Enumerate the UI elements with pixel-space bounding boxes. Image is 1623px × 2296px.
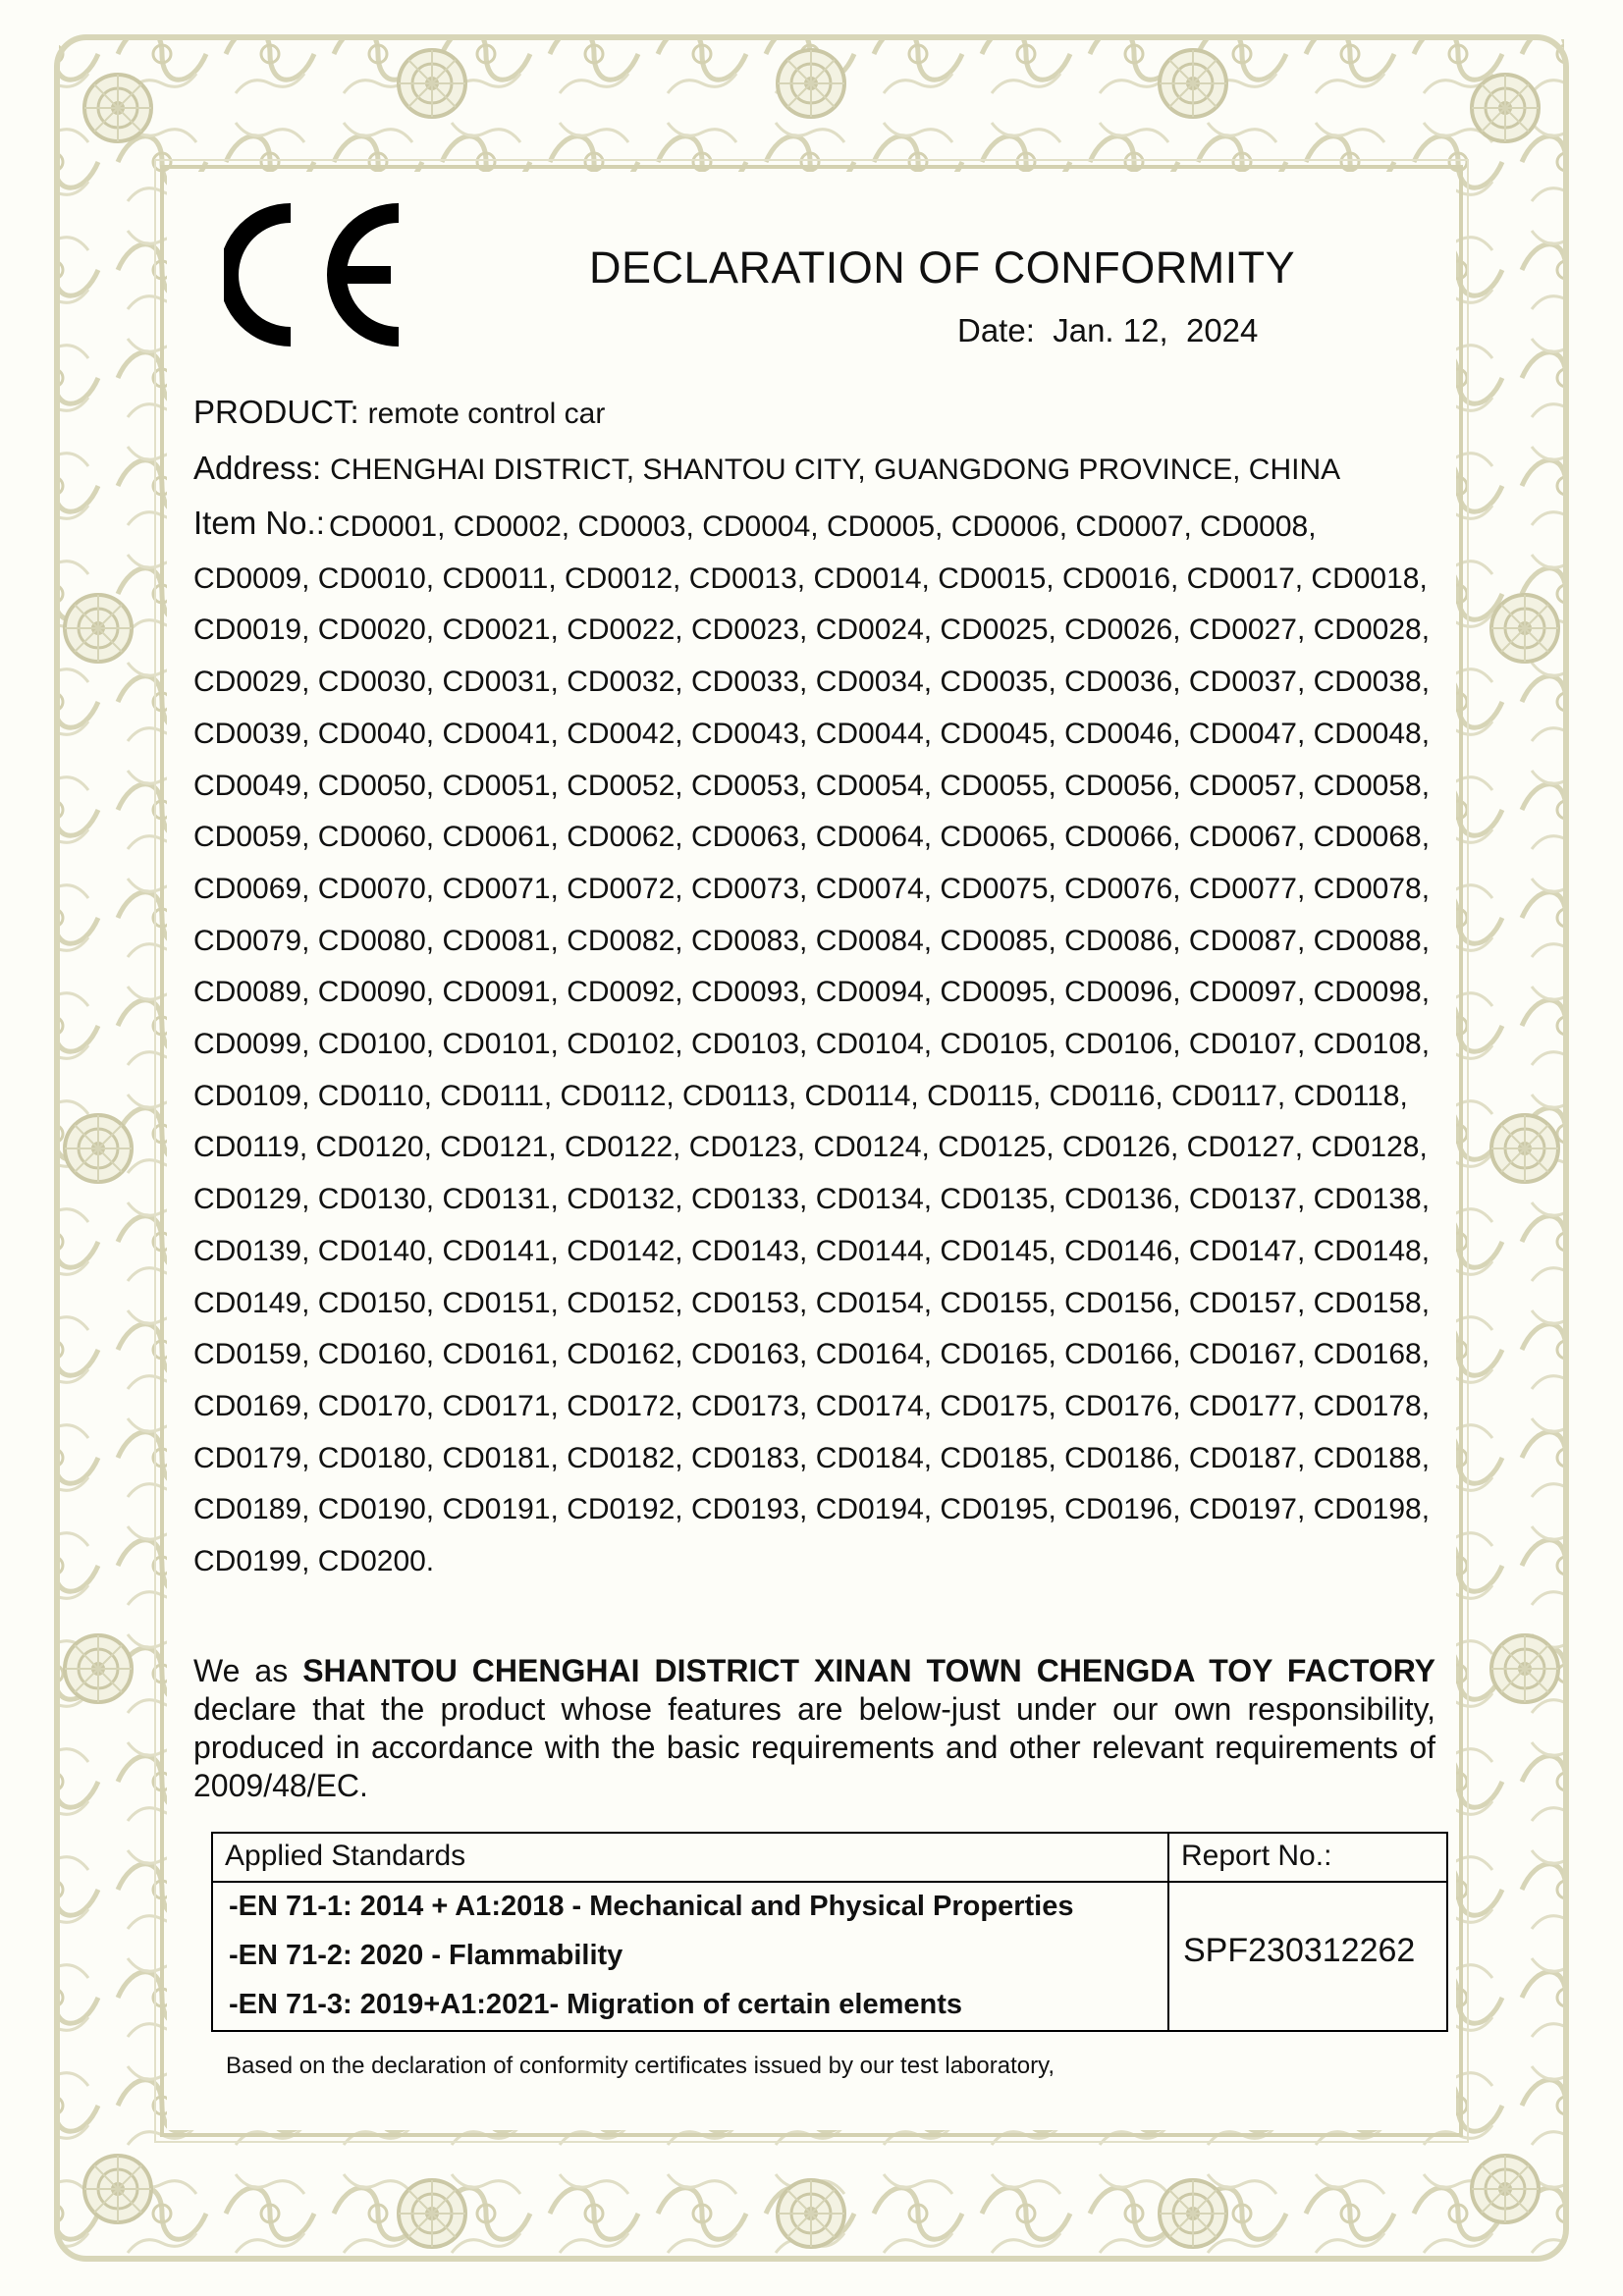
standard-row: -EN 71-3: 2019+A1:2021- Migration of certain elements <box>229 1989 963 2020</box>
item-number-line: CD0139, CD0140, CD0141, CD0142, CD0143, CD0144, CD0145, CD0146, CD0147, CD0148, <box>193 1234 1431 1267</box>
report-no-header: Report No.: <box>1169 1834 1446 1883</box>
address-value: CHENGHAI DISTRICT, SHANTOU CITY, GUANGDONG PROVINCE, CHINA <box>330 454 1341 486</box>
declaration-statement <box>193 1652 1435 1805</box>
item-number-line: CD0019, CD0020, CD0021, CD0022, CD0023, CD0024, CD0025, CD0026, CD0027, CD0028, <box>193 614 1431 647</box>
date-line <box>957 312 1258 349</box>
company-name: SHANTOU CHENGHAI DISTRICT XINAN TOWN CHENGDA TOY FACTORY <box>302 1653 1436 1688</box>
product-value: remote control car <box>367 398 606 430</box>
standards-table <box>211 1832 1448 2032</box>
item-number-line: CD0069, CD0070, CD0071, CD0072, CD0073, CD0074, CD0075, CD0076, CD0077, CD0078, <box>193 872 1431 905</box>
item-number-line: CD0169, CD0170, CD0171, CD0172, CD0173, CD0174, CD0175, CD0176, CD0177, CD0178, <box>193 1389 1431 1422</box>
item-number-line: CD0009, CD0010, CD0011, CD0012, CD0013, CD0014, CD0015, CD0016, CD0017, CD0018, <box>193 561 1428 595</box>
item-number-line: CD0099, CD0100, CD0101, CD0102, CD0103, CD0104, CD0105, CD0106, CD0107, CD0108, <box>193 1028 1431 1060</box>
item-number-line: CD0119, CD0120, CD0121, CD0122, CD0123, CD0124, CD0125, CD0126, CD0127, CD0128, <box>193 1131 1428 1164</box>
date-value: Jan. 12, 2024 <box>1053 312 1259 348</box>
item-number-list <box>193 497 1445 1576</box>
address-field <box>193 450 1340 487</box>
product-label: PRODUCT: <box>193 394 359 430</box>
document-title: DECLARATION OF CONFORMITY <box>589 242 1296 293</box>
item-number-line: CD0129, CD0130, CD0131, CD0132, CD0133, CD0134, CD0135, CD0136, CD0137, CD0138, <box>193 1183 1431 1216</box>
item-number-line: CD0179, CD0180, CD0181, CD0182, CD0183, CD0184, CD0185, CD0186, CD0187, CD0188, <box>193 1441 1431 1474</box>
standard-row: -EN 71-2: 2020 - Flammability <box>229 1940 623 1971</box>
date-label: Date: <box>957 312 1035 348</box>
standards-list <box>213 1883 1169 2030</box>
product-field <box>193 394 605 431</box>
item-number-line: CD0059, CD0060, CD0061, CD0062, CD0063, CD0064, CD0065, CD0066, CD0067, CD0068, <box>193 821 1431 854</box>
item-number-line: CD0109, CD0110, CD0111, CD0112, CD0113, CD0114, CD0115, CD0116, CD0117, CD0118, <box>193 1079 1408 1112</box>
item-no-label: Item No.: <box>193 505 325 541</box>
item-number-line: CD0189, CD0190, CD0191, CD0192, CD0193, CD0194, CD0195, CD0196, CD0197, CD0198, <box>193 1493 1431 1526</box>
item-number-line: CD0149, CD0150, CD0151, CD0152, CD0153, CD0154, CD0155, CD0156, CD0157, CD0158, <box>193 1286 1431 1319</box>
applied-standards-header: Applied Standards <box>213 1834 1169 1883</box>
item-number-line: CD0089, CD0090, CD0091, CD0092, CD0093, CD0094, CD0095, CD0096, CD0097, CD0098, <box>193 976 1431 1009</box>
item-number-line: CD0079, CD0080, CD0081, CD0082, CD0083, CD0084, CD0085, CD0086, CD0087, CD0088, <box>193 924 1431 957</box>
declaration-body: declare that the product whose features are below-just under our own responsibility, produced in accordance with the basic requirements and other relevant requirements of 2009/48/EC. <box>193 1691 1435 1803</box>
address-label: Address: <box>193 450 322 486</box>
item-number-line: CD0039, CD0040, CD0041, CD0042, CD0043, CD0044, CD0045, CD0046, CD0047, CD0048, <box>193 717 1431 750</box>
standard-row: -EN 71-1: 2014 + A1:2018 - Mechanical and Physical Properties <box>229 1891 1074 1922</box>
declaration-intro: We as <box>193 1653 289 1688</box>
item-number-line: CD0001, CD0002, CD0003, CD0004, CD0005, CD0006, CD0007, CD0008, <box>329 510 1317 543</box>
footnote: Based on the declaration of conformity certificates issued by our test laboratory, <box>226 2053 1055 2079</box>
report-number: SPF230312262 <box>1183 1932 1416 1969</box>
item-number-line: CD0159, CD0160, CD0161, CD0162, CD0163, CD0164, CD0165, CD0166, CD0167, CD0168, <box>193 1338 1431 1371</box>
ce-mark-logo <box>224 201 420 348</box>
item-number-line: CD0049, CD0050, CD0051, CD0052, CD0053, CD0054, CD0055, CD0056, CD0057, CD0058, <box>193 769 1431 802</box>
item-number-line: CD0199, CD0200. <box>193 1545 435 1577</box>
item-number-line: CD0029, CD0030, CD0031, CD0032, CD0033, CD0034, CD0035, CD0036, CD0037, CD0038, <box>193 666 1431 699</box>
